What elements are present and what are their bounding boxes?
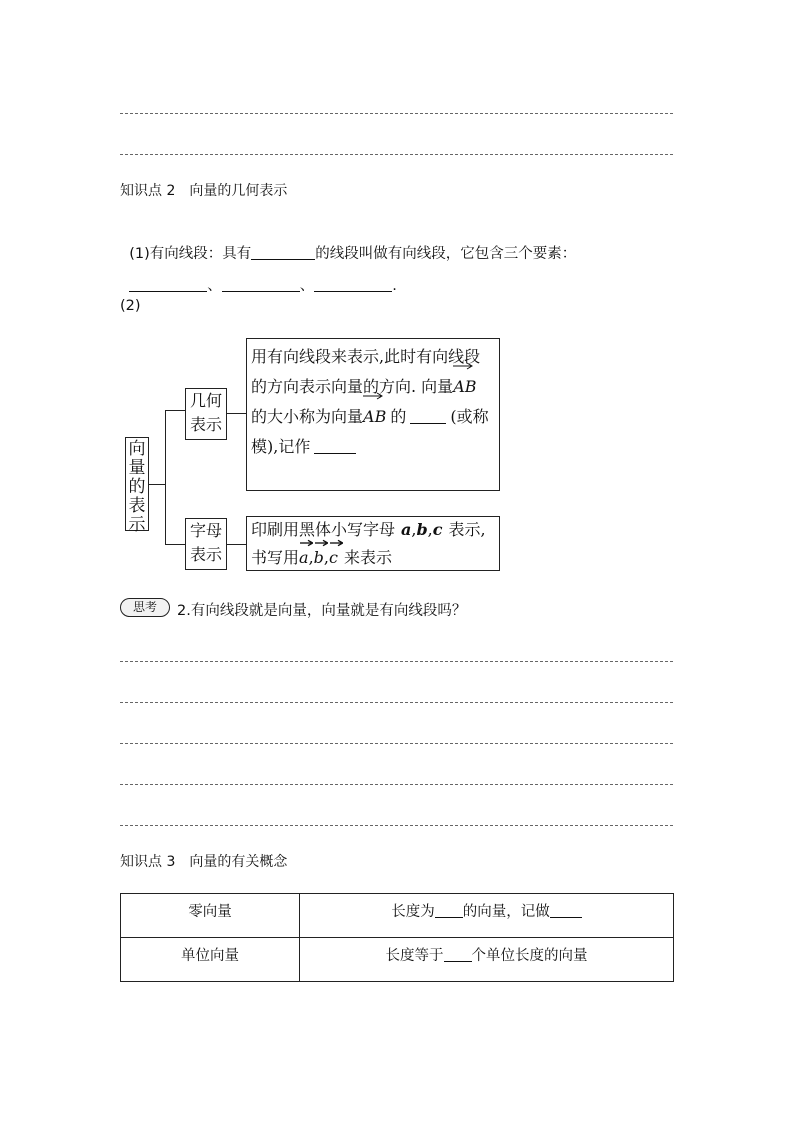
vector-ab-text: AB xyxy=(363,407,387,426)
fill-blank-element-2[interactable] xyxy=(222,277,300,292)
letter-detail-box xyxy=(246,516,500,571)
definition-cell xyxy=(300,938,674,982)
vector-arrow-icon xyxy=(330,539,343,547)
separator: 、 xyxy=(299,278,315,294)
fill-blank-element-1[interactable] xyxy=(129,277,207,292)
vector-letter-text: a xyxy=(299,548,309,567)
handwritten-vector-b xyxy=(314,543,324,573)
section-2-heading: 知识点 2 向量的几何表示 xyxy=(120,183,288,199)
geometric-detail-box xyxy=(246,338,500,491)
root-char: 向 xyxy=(128,439,146,459)
vector-letter-text: b xyxy=(313,548,324,567)
answer-line xyxy=(120,113,673,114)
vector-ab-text: AB xyxy=(453,377,477,396)
vector-ab xyxy=(363,402,386,432)
p1-label: (1) xyxy=(129,246,150,262)
geo-line-3 xyxy=(251,402,489,432)
connector xyxy=(149,484,165,485)
think-question: 2.有向线段就是向量，向量就是有向线段吗？ xyxy=(177,603,467,619)
fill-blank-zero-notation[interactable] xyxy=(550,903,582,918)
connector xyxy=(165,544,185,545)
fill-blank-element-3[interactable] xyxy=(314,277,392,292)
letter-label-line: 字母 xyxy=(189,521,222,540)
geo-label-line: 表示 xyxy=(189,415,222,434)
geo-label-line: 几何 xyxy=(189,391,222,410)
separator: 、 xyxy=(207,278,222,294)
comma: , xyxy=(427,520,433,539)
think-badge: 思考 xyxy=(120,598,170,617)
letter-label-line: 表示 xyxy=(189,545,222,564)
connector xyxy=(165,410,185,411)
paragraph-2-label: (2) xyxy=(120,298,141,314)
vector-ab xyxy=(453,372,476,402)
letter-line-2 xyxy=(251,543,392,573)
connector xyxy=(165,410,166,544)
definition-text: 长度为 xyxy=(391,904,435,920)
letter-line-1-text: 表示, xyxy=(448,520,486,539)
handwritten-vector-a xyxy=(299,543,309,573)
root-char: 示 xyxy=(128,515,146,535)
geo-line-1: 用有向线段来表示,此时有向线段 xyxy=(251,347,481,366)
fill-blank-unit-length[interactable] xyxy=(444,947,472,962)
vector-letter-text: c xyxy=(329,548,338,567)
letter-line-1-text: 印刷用黑体小写字母 xyxy=(251,520,396,539)
period: . xyxy=(392,278,397,294)
vector-arrow-icon xyxy=(300,539,313,547)
comma: , xyxy=(323,548,329,567)
answer-line xyxy=(120,154,673,155)
geo-line-4 xyxy=(251,432,356,462)
section-3-heading: 知识点 3 向量的有关概念 xyxy=(120,854,288,870)
letter-line-2-text: 书写用 xyxy=(251,548,300,567)
bold-letter-c: c xyxy=(432,520,443,539)
p1-text-a: 有向线段：具有 xyxy=(149,246,252,262)
geo-line-3-text: 的大小称为向量 xyxy=(251,407,364,426)
answer-line xyxy=(120,702,673,703)
vector-arrow-icon xyxy=(363,392,383,400)
answer-line xyxy=(120,743,673,744)
definition-text: 个单位长度的向量 xyxy=(471,948,588,964)
answer-line xyxy=(120,784,673,785)
root-char: 量 xyxy=(128,458,146,478)
root-char: 的 xyxy=(128,477,146,497)
definition-cell xyxy=(300,894,674,938)
definition-text: 长度等于 xyxy=(385,948,444,964)
bold-letter-b: b xyxy=(416,520,428,539)
comma: , xyxy=(308,548,314,567)
definition-text: 的向量，记做 xyxy=(462,904,550,920)
concept-table xyxy=(120,893,674,982)
connector xyxy=(227,413,246,414)
fill-blank-zero-length[interactable] xyxy=(435,903,463,918)
letter-label-box xyxy=(185,518,227,570)
geo-line-2-text: 的方向表示向量的方向. 向量 xyxy=(251,377,454,396)
geometric-label-box xyxy=(185,388,227,440)
geo-line-4-text: 模),记作 xyxy=(251,437,311,456)
answer-line xyxy=(120,661,673,662)
comma: , xyxy=(411,520,417,539)
paragraph-1-blanks xyxy=(120,258,397,295)
geo-line-3-text: (或称 xyxy=(450,407,489,426)
vector-arrow-icon xyxy=(453,362,473,370)
term-cell: 零向量 xyxy=(121,894,300,938)
answer-line xyxy=(120,825,673,826)
root-box xyxy=(125,437,149,535)
bold-letter-a: a xyxy=(401,520,412,539)
fill-blank-notation[interactable] xyxy=(314,439,356,454)
connector xyxy=(227,544,246,545)
letter-line-2-text: 来表示 xyxy=(343,548,392,567)
handwritten-vector-c xyxy=(329,543,338,573)
root-char: 表 xyxy=(128,496,146,516)
geo-line-3-text: 的 xyxy=(390,407,407,426)
term-cell: 单位向量 xyxy=(121,938,300,982)
p1-text-b: 的线段叫做有向线段，它包含三个要素： xyxy=(315,246,577,262)
table-row xyxy=(121,894,674,938)
letter-line-1 xyxy=(251,515,486,545)
fill-blank-length[interactable] xyxy=(410,409,446,424)
vector-arrow-icon xyxy=(315,539,328,547)
table-row xyxy=(121,938,674,982)
